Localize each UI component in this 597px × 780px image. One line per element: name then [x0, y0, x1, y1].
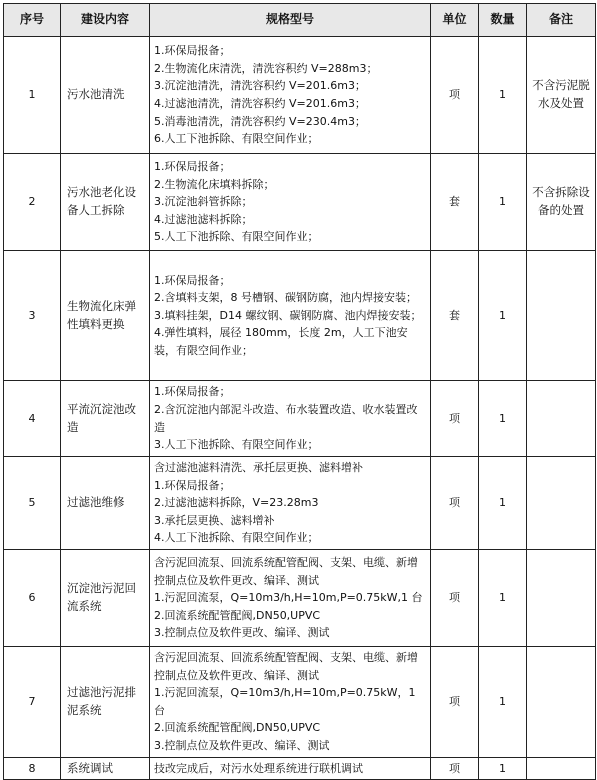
- spec-line: 1.环保局报备；: [154, 478, 231, 492]
- row-spec: [150, 457, 431, 550]
- row-spec: [150, 251, 431, 381]
- spec-line: 4.过滤池清洗，清洗容积约 V=201.6m3；: [154, 97, 366, 110]
- row-qty: 1: [479, 37, 527, 154]
- row-remark: [527, 251, 596, 381]
- row-qty: 1: [479, 251, 527, 381]
- spec-line: 5.人工下池拆除、有限空间作业；: [154, 230, 319, 244]
- spec-line: 2.回流系统配管配阀,DN50,UPVC: [154, 721, 321, 735]
- row-qty: 1: [479, 381, 527, 457]
- row-number: 4: [4, 381, 61, 457]
- row-number: 7: [4, 647, 61, 758]
- row-qty: 1: [479, 154, 527, 251]
- spec-line: 3.控制点位及软件更改、编译、测试: [154, 626, 330, 640]
- header-no: 序号: [4, 4, 61, 37]
- row-unit: 项: [431, 550, 479, 647]
- table-row: [4, 37, 596, 154]
- spec-line: 3.沉淀池清洗，清洗容积约 V=201.6m3；: [154, 79, 366, 93]
- spec-line: 2.生物流化床清洗，清洗容积约 V=288m3；: [154, 61, 378, 75]
- spec-line: 3.承托层更换、滤料增补: [154, 513, 275, 527]
- row-number: 6: [4, 550, 61, 647]
- row-remark: [527, 550, 596, 647]
- table-header-row: [4, 4, 596, 37]
- row-content: 过滤池维修: [61, 457, 150, 550]
- spec-line: 含过滤池滤料清洗、承托层更换、滤料增补: [154, 461, 363, 475]
- spec-line: 2.生物流化床填料拆除；: [154, 177, 275, 191]
- row-content: 污水池清洗: [61, 37, 150, 154]
- row-remark: 不含污泥脱水及处置: [527, 37, 596, 154]
- spec-line: 1.环保局报备；: [154, 160, 231, 174]
- header-content: 建设内容: [61, 4, 150, 37]
- row-content: 系统调试: [61, 757, 150, 780]
- spec-line: 1.环保局报备；: [154, 385, 231, 399]
- spec-line: 2.回流系统配管配阀,DN50,UPVC: [154, 608, 321, 622]
- spec-line: 3.沉淀池斜管拆除；: [154, 195, 253, 209]
- table-row: [4, 381, 596, 457]
- row-unit: 项: [431, 37, 479, 154]
- row-number: 3: [4, 251, 61, 381]
- spec-line: 含污泥回流泵、回流系统配管配阀、支架、电缆、新增控制点位及软件更改、编译、测试: [154, 556, 418, 587]
- table-row: [4, 757, 596, 780]
- row-unit: 项: [431, 457, 479, 550]
- row-remark: [527, 757, 596, 780]
- spec-line: 1.污泥回流泵，Q=10m3/h,H=10m,P=0.75kW，1 台: [154, 686, 416, 717]
- row-qty: 1: [479, 757, 527, 780]
- row-number: 5: [4, 457, 61, 550]
- spec-line: 2.含填料支架，8 号槽钢、碳钢防腐，池内焊接安装；: [154, 291, 417, 305]
- spec-line: 2.过滤池滤料拆除，V=23.28m3: [154, 496, 319, 510]
- row-remark: [527, 457, 596, 550]
- table-row: [4, 457, 596, 550]
- row-spec: [150, 647, 431, 758]
- spec-line: 1.环保局报备；: [154, 44, 231, 58]
- row-number: 8: [4, 757, 61, 780]
- equipment-table: [3, 3, 596, 780]
- spec-line: 1.环保局报备；: [154, 273, 231, 287]
- header-remark: 备注: [527, 4, 596, 37]
- row-spec: [150, 381, 431, 457]
- row-spec: [150, 757, 431, 780]
- row-unit: 套: [431, 154, 479, 251]
- row-qty: 1: [479, 647, 527, 758]
- spec-line: 4.过滤池滤料拆除；: [154, 212, 253, 226]
- spec-line: 3.填料挂架，D14 螺纹钢、碳钢防腐、池内焊接安装；: [154, 308, 422, 322]
- row-unit: 项: [431, 647, 479, 758]
- row-unit: 套: [431, 251, 479, 381]
- row-number: 1: [4, 37, 61, 154]
- row-content: 生物流化床弹性填料更换: [61, 251, 150, 381]
- spec-line: 1.污泥回流泵，Q=10m3/h,H=10m,P=0.75kW,1 台: [154, 591, 423, 605]
- row-content: 沉淀池污泥回流系统: [61, 550, 150, 647]
- row-remark: 不含拆除设备的处置: [527, 154, 596, 251]
- row-qty: 1: [479, 550, 527, 647]
- row-remark: [527, 647, 596, 758]
- table-row: [4, 154, 596, 251]
- spec-line: 技改完成后，对污水处理系统进行联机调试: [154, 761, 363, 775]
- row-unit: 项: [431, 381, 479, 457]
- table-row: [4, 550, 596, 647]
- spec-line: 2.含沉淀池内部泥斗改造、布水装置改造、收水装置改造: [154, 402, 418, 434]
- row-qty: 1: [479, 457, 527, 550]
- spec-line: 4.人工下池拆除、有限空间作业；: [154, 531, 319, 545]
- row-remark: [527, 381, 596, 457]
- header-spec: 规格型号: [150, 4, 431, 37]
- row-spec: [150, 154, 431, 251]
- spec-line: 3.人工下池拆除、有限空间作业；: [154, 438, 319, 452]
- table-row: [4, 647, 596, 758]
- row-content: 平流沉淀池改造: [61, 381, 150, 457]
- table-row: [4, 251, 596, 381]
- row-spec: [150, 37, 431, 154]
- header-qty: 数量: [479, 4, 527, 37]
- row-number: 2: [4, 154, 61, 251]
- spec-line: 5.消毒池清洗，清洗容积约 V=230.4m3；: [154, 114, 366, 128]
- spec-line: 6.人工下池拆除、有限空间作业；: [154, 132, 319, 146]
- spec-line: 3.控制点位及软件更改、编译、测试: [154, 738, 330, 752]
- spec-line: 含污泥回流泵、回流系统配管配阀、支架、电缆、新增控制点位及软件更改、编译、测试: [154, 651, 418, 682]
- row-content: 污水池老化设备人工拆除: [61, 154, 150, 251]
- spec-line: 4.弹性填料，展径 180mm，长度 2m，人工下池安装，有限空间作业；: [154, 326, 408, 357]
- header-unit: 单位: [431, 4, 479, 37]
- row-content: 过滤池污泥排泥系统: [61, 647, 150, 758]
- row-spec: [150, 550, 431, 647]
- row-unit: 项: [431, 757, 479, 780]
